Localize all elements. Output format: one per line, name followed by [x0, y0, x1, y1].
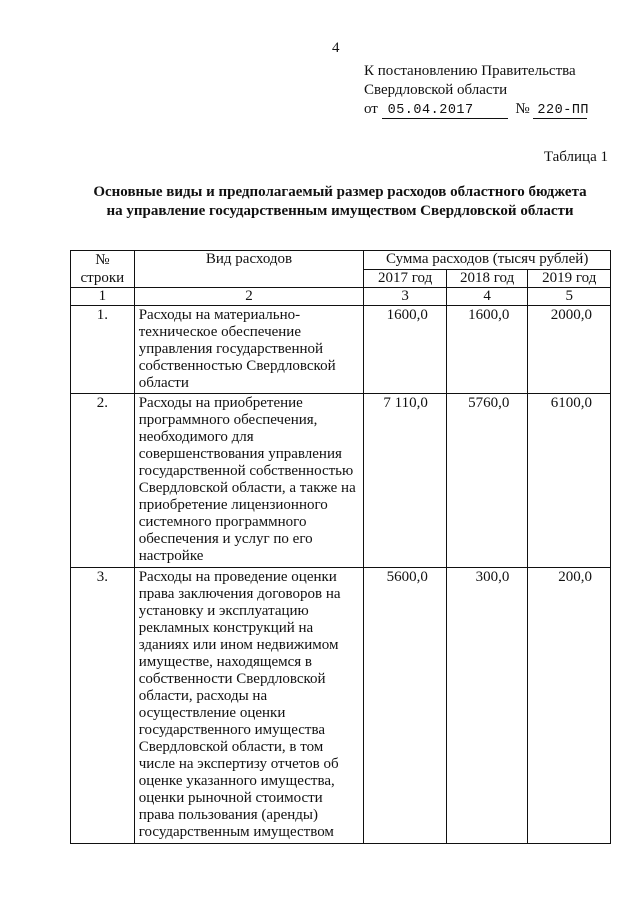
document-title — [40, 183, 640, 221]
index-cell: 2 — [134, 288, 364, 306]
index-row — [71, 288, 611, 306]
decree-date-number — [364, 100, 590, 119]
value-2019: 200,0 — [528, 568, 611, 844]
table-row — [71, 306, 611, 394]
index-cell: 4 — [446, 288, 528, 306]
title-line-2: на управление государственным имуществом Свердловской области — [106, 203, 574, 219]
decree-line-2: Свердловской области — [364, 82, 508, 98]
table-label: Таблица 1 — [543, 149, 608, 165]
title-line-1: Основные виды и предполагаемый размер расходов областного бюджета — [93, 184, 587, 200]
index-cell: 5 — [528, 288, 611, 306]
value-2019: 6100,0 — [528, 394, 611, 568]
index-cell: 3 — [364, 288, 447, 306]
sum-header: Сумма расходов (тысяч рублей) — [364, 251, 611, 270]
page-number: 4 — [332, 40, 340, 56]
decree-line-1: К постановлению Правительства — [364, 63, 576, 79]
decree-number: 220-ПП — [533, 103, 587, 119]
value-2017: 7 110,0 — [364, 394, 447, 568]
from-label: от — [364, 101, 378, 117]
number-label: № — [515, 101, 530, 117]
col-num-header: № строки — [71, 251, 135, 288]
row-number: 3. — [71, 568, 135, 844]
table-row — [71, 568, 611, 844]
row-description: Расходы на приобретение программного обеспечения, необходимого для совершенствования управления государственной собственностью Свердловской области, а также на приобретение лицензионного системного программного обеспечения и услуг по его настройке — [134, 394, 364, 568]
row-number: 1. — [71, 306, 135, 394]
row-description: Расходы на проведение оценки права заключения договоров на установку и эксплуатацию рекламных конструкций на зданиях или ином недвижимом имуществе, находящемся в собственности Свердловской области, расходы на осуществление оценки государственного имущества Свердловской области, в том числе на экспертизу отчетов об оценке указанного имущества, оценки рыночной стоимости права пользования (аренды) государственным имуществом — [134, 568, 364, 844]
decree-date: 05.04.2017 — [382, 103, 508, 119]
col-type-header: Вид расходов — [134, 251, 364, 288]
row-description: Расходы на материально-техническое обеспечение управления государственной собственностью Свердловской области — [134, 306, 364, 394]
expenses-table — [70, 250, 611, 844]
value-2017: 5600,0 — [364, 568, 447, 844]
value-2018: 5760,0 — [446, 394, 528, 568]
decree-reference — [364, 62, 590, 119]
header-row-1 — [71, 251, 611, 270]
value-2018: 1600,0 — [446, 306, 528, 394]
value-2019: 2000,0 — [528, 306, 611, 394]
index-cell: 1 — [71, 288, 135, 306]
year-header-2017: 2017 год — [364, 269, 447, 288]
year-header-2018: 2018 год — [446, 269, 528, 288]
table-row — [71, 394, 611, 568]
value-2018: 300,0 — [446, 568, 528, 844]
year-header-2019: 2019 год — [528, 269, 611, 288]
value-2017: 1600,0 — [364, 306, 447, 394]
row-number: 2. — [71, 394, 135, 568]
